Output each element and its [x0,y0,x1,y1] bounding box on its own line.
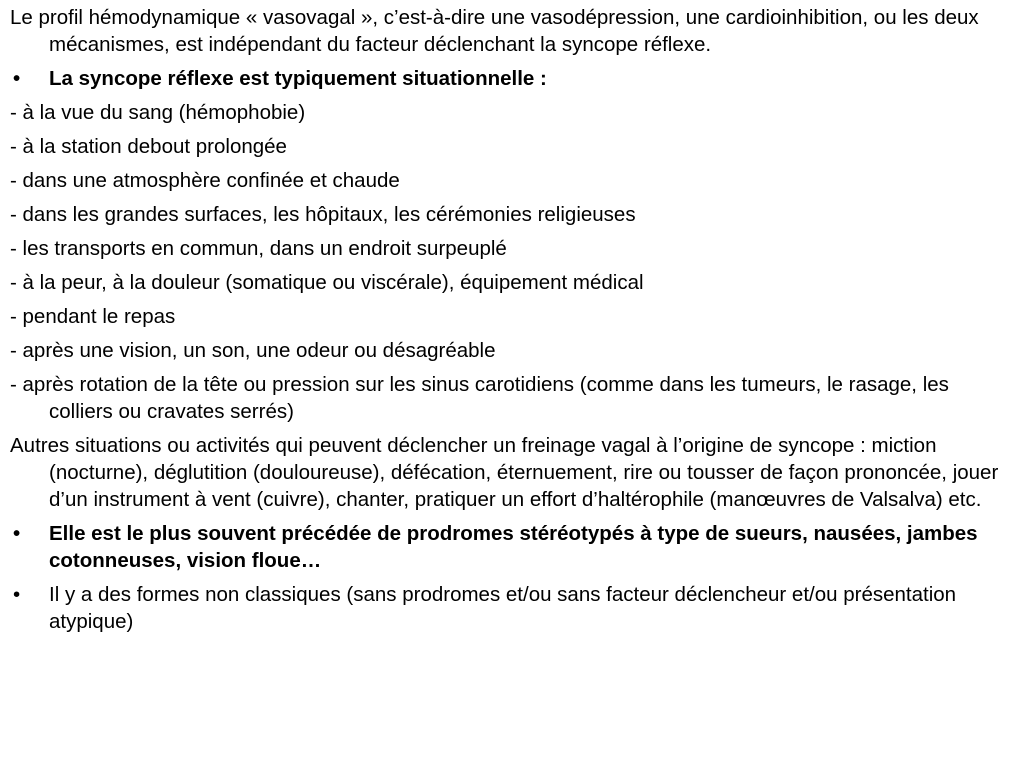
prodromes-bullet [10,520,1015,574]
situation-item: - à la station debout prolongée [10,135,287,158]
other-situations-paragraph: Autres situations ou activités qui peuvent déclencher un freinage vagal à l’origine de syncope : miction (nocturne), déglutition (douloureuse), défécation, éternuement, rire ou tousser de façon prononcée, jouer d’un instrument à vent (cuivre), chanter, pratiquer un effort d’haltérophile (manœuvres de Valsalva) etc. [10,434,999,511]
bullet-icon: • [13,583,21,606]
situation-item: - à la peur, à la douleur (somatique ou viscérale), équipement médical [10,271,644,294]
bullet-icon: • [13,67,21,90]
atypical-forms-bullet [10,581,1015,635]
situation-item: - les transports en commun, dans un endroit surpeuplé [10,237,507,260]
prodromes-text: Elle est le plus souvent précédée de prodromes stéréotypés à type de sueurs, nausées, jambes cotonneuses, vision floue… [49,522,978,572]
situational-heading-text: La syncope réflexe est typiquement situationnelle : [49,67,547,90]
situation-item: - après rotation de la tête ou pression sur les sinus carotidiens (comme dans les tumeurs, le rasage, les colliers ou cravates serrés) [10,373,949,423]
intro-paragraph: Le profil hémodynamique « vasovagal », c’est-à-dire une vasodépression, une cardioinhibition, ou les deux mécanismes, est indépendant du facteur déclenchant la syncope réflexe. [10,6,979,56]
atypical-forms-text: Il y a des formes non classiques (sans prodromes et/ou sans facteur déclencheur et/ou présentation atypique) [49,583,957,633]
bullet-icon: • [13,522,21,545]
situation-item: - dans une atmosphère confinée et chaude [10,169,400,192]
situation-item: - à la vue du sang (hémophobie) [10,101,306,124]
situation-item: - pendant le repas [10,305,176,328]
situation-item: - dans les grandes surfaces, les hôpitaux, les cérémonies religieuses [10,203,636,226]
slide-content [10,4,1015,642]
situational-heading-bullet [10,65,1015,92]
situation-item: - après une vision, un son, une odeur ou désagréable [10,339,496,362]
